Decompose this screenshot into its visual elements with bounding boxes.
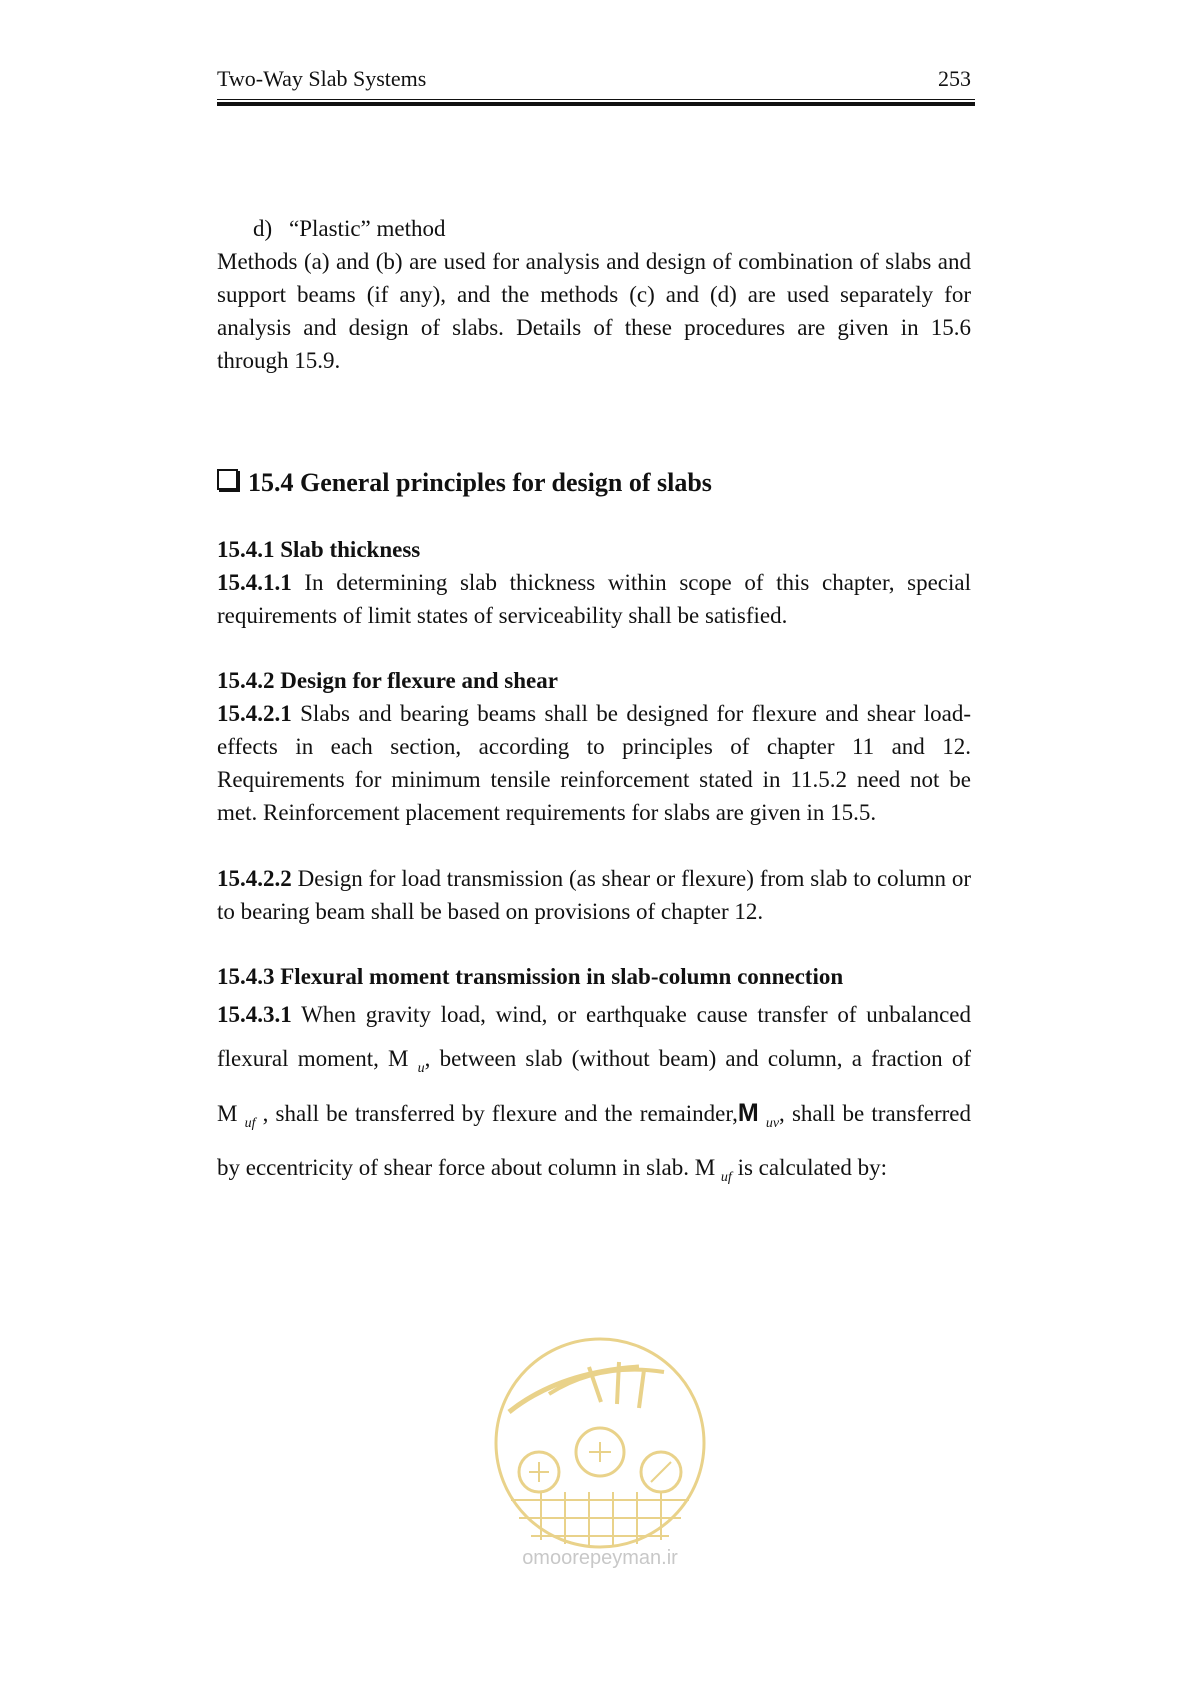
spacer	[217, 928, 971, 960]
section-heading-text: 15.4 General principles for design of slabs	[248, 468, 712, 497]
clause-number: 15.4.2.1	[217, 701, 292, 726]
clause-text: is calculated by:	[737, 1155, 888, 1180]
clause-text: Design for load transmission (as shear or flexure) from slab to column or to bearing beam shall be based on provisions of chapter 12.	[217, 866, 971, 924]
symbol-M-uf: M $_{uf}$	[694, 1155, 732, 1185]
page-number: 253	[938, 66, 971, 91]
spacer	[217, 377, 971, 465]
clause-15-4-1-1	[217, 566, 971, 632]
list-item-d	[253, 212, 971, 245]
header-rule-thick	[217, 102, 975, 106]
running-title: Two-Way Slab Systems	[217, 66, 427, 91]
watermark-site-text: omoorepeyman.ir	[522, 1547, 678, 1569]
clause-number: 15.4.2.2	[217, 866, 292, 891]
clause-number: 15.4.1.1	[217, 570, 292, 595]
clause-text: , shall be transferred by eccentricity of shear force about column in slab.	[217, 1101, 971, 1180]
clause-text: When gravity load, wind, or earthquake cause transfer of unbalanced flexural moment,	[217, 1002, 971, 1071]
clause-text: Slabs and bearing beams shall be designed for flexure and shear load-effects in each section, according to principles of chapter 11 and 12. Requirements for minimum tensile reinforcement stated in 11.5.2 need not be met. Reinforcement placement requirements for slabs are given in 15.5.	[217, 701, 971, 825]
subsection-heading-flexure-shear: 15.4.2 Design for flexure and shear	[217, 668, 558, 693]
clause-text: , shall be transferred by flexure and the remainder,	[262, 1101, 738, 1126]
subsection-heading-slab-thickness: 15.4.1 Slab thickness	[217, 537, 421, 562]
symbol-M-uv: M $_{uv}$	[737, 1099, 780, 1131]
page-body	[217, 212, 971, 1200]
clause-text: In determining slab thickness within scope of this chapter, special requirements of limit states of serviceability shall be satisfied.	[217, 570, 971, 628]
clause-text: , between slab (without beam) and column, a fraction of	[424, 1046, 971, 1071]
list-marker: d)	[253, 216, 273, 241]
spacer	[217, 632, 971, 664]
symbol-M-uf: M $_{uf}$	[217, 1101, 256, 1131]
clause-15-4-2-2	[217, 862, 971, 928]
intro-paragraph: Methods (a) and (b) are used for analysis and design of combination of slabs and support beams (if any), and the methods (c) and (d) are used separately for analysis and design of slabs. Details of these procedures are given in 15.6 through 15.9.	[217, 249, 971, 373]
header-rule-thin	[217, 99, 975, 100]
clause-number: 15.4.3.1	[217, 1002, 292, 1027]
clause-15-4-3-1	[217, 993, 971, 1200]
subsection-heading-moment-transmission: 15.4.3 Flexural moment transmission in slab-column connection	[217, 964, 844, 989]
section-heading	[217, 465, 971, 501]
symbol-M-u: M $_u$	[388, 1046, 425, 1076]
spacer	[217, 829, 971, 862]
page-header	[217, 62, 975, 106]
omoorepeyman-seal-icon	[489, 1332, 711, 1570]
spacer	[217, 501, 971, 533]
list-item-text: “Plastic” method	[289, 216, 446, 241]
clause-15-4-2-1	[217, 697, 971, 829]
watermark-logo	[489, 1332, 711, 1570]
checkbox-bullet-icon	[217, 469, 238, 490]
